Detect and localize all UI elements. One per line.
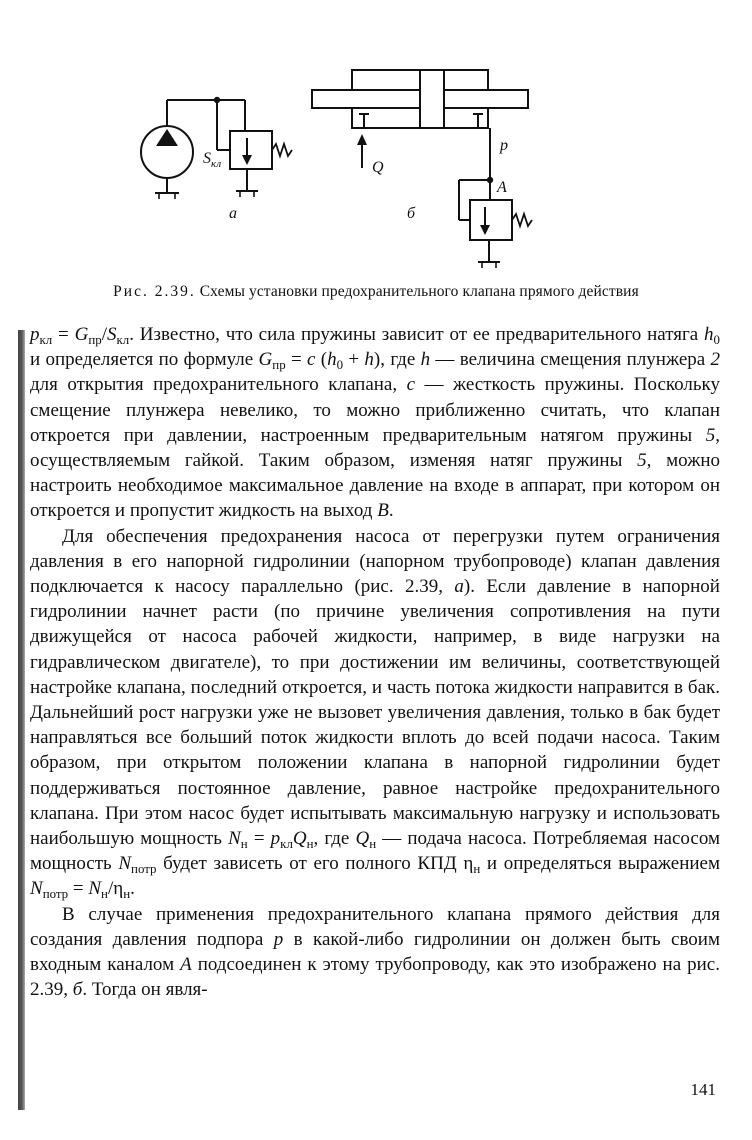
svg-text:Sкл bbox=[203, 150, 221, 170]
panel-label-a: а bbox=[229, 205, 237, 222]
paragraph-3: В случае применения предохранительного клапана прямого действия для создания давления подпора р в какой-либо гидролинии он должен быть своим входным каналом А подсоединен к этому трубопроводу, как это изображено на рис. 2.39, б. Тогда он явля- bbox=[30, 903, 720, 1001]
pump-symbol bbox=[141, 126, 193, 199]
hydraulic-schematic bbox=[0, 0, 752, 290]
label-s-sub: кл bbox=[211, 158, 222, 170]
panel-label-b: б bbox=[407, 205, 416, 222]
binding-shadow bbox=[18, 330, 25, 1110]
figure-caption bbox=[0, 283, 752, 301]
body-text bbox=[30, 322, 720, 1002]
caption-label: Рис. 2.39. bbox=[113, 283, 196, 300]
paragraph-2: Для обеспечения предохранения насоса от перегрузки путем ограничения давления в его напорной гидролинии (напорном трубопроводе) клапан давления подключается к насосу параллельно (рис. 2.39, а). Если давление в напорной гидролинии начнет расти (по причине увеличения сопротивления на пути движущейся от насоса рабочей жидкости, например, в виде нагрузки на гидравлическом двигателе), то при достижении им величины, соответствующей настройке клапана, последний откроется, и часть потока жидкости направится в бак. Дальнейший рост нагрузки уже не вызовет увеличения давления, только в бак будет направляться все больший поток жидкости вплоть до всей подачи насоса. Таким образом, при открытом положении клапана в напорной гидролинии будет поддерживаться постоянное давление, равное настройке предохранительного клапана. При этом насос будет испытывать максимальную нагрузку и использовать наибольшую мощность $N_н = p_{кл}Q_н$, где $Q_н$ — подача насоса. Потребляемая насосом мощность $N_{потр}$ будет зависеть от его полного КПД $\eta_н$ и определяться выражением $N_{потр} = N_н/\eta_н$. bbox=[30, 525, 720, 902]
relief-valve-a bbox=[230, 131, 292, 197]
figure bbox=[0, 0, 752, 310]
label-s: S bbox=[203, 150, 211, 167]
flow-arrow-icon bbox=[357, 134, 367, 145]
paragraph-1: $p_{кл} = G_{пр}/S_{кл}$. Известно, что сила пружины зависит от ее предварительного натяга $h_0$ и определяется по формуле $G_{пр} = c$ $(h_0 + h)$, где h — величина смещения плунжера 2 для открытия предохранительного клапана, с — жесткость пружины. Поскольку смещение плунжера невелико, то можно приближенно считать, что клапан откроется при давлении, настроенным предварительным натягом пружины 5, осуществляемым гайкой. Таким образом, изменяя натяг пружины 5, можно настроить необходимое максимальное давление на входе в аппарат, при котором он откроется и пропустит жидкость на выход В. bbox=[30, 324, 721, 522]
label-q: Q bbox=[372, 159, 384, 176]
relief-valve-b bbox=[470, 200, 532, 268]
label-p: p bbox=[500, 137, 508, 154]
label-port-a: A bbox=[497, 179, 507, 196]
caption-text: Схемы установки предохранительного клапана прямого действия bbox=[199, 283, 639, 300]
hydraulic-cylinder bbox=[312, 70, 528, 128]
page-number: 141 bbox=[690, 1080, 716, 1099]
